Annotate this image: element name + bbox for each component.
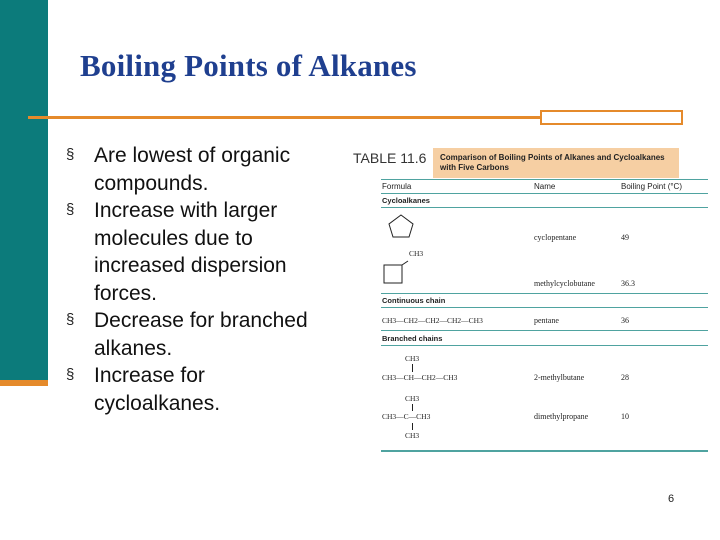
- section-branched-chains: Branched chains: [382, 334, 443, 343]
- methyl-branch-label: CH3: [405, 431, 420, 440]
- slide-title: Boiling Points of Alkanes: [80, 48, 417, 83]
- section-cycloalkanes: Cycloalkanes: [382, 196, 430, 205]
- bullet-text: Increase for cycloalkanes.: [94, 364, 221, 415]
- row-name: dimethylpropane: [534, 412, 589, 421]
- row-boiling-point: 10: [621, 412, 629, 421]
- bullet-item: [66, 307, 336, 362]
- cyclopentane-structure-icon: [386, 213, 416, 239]
- row-boiling-point: 36.3: [621, 279, 635, 288]
- bullet-text: Are lowest of organic compounds.: [94, 144, 291, 195]
- table-rule: [381, 330, 708, 331]
- left-accent-bar-orange: [0, 380, 48, 386]
- section-continuous-chain: Continuous chain: [382, 296, 446, 305]
- methyl-branch-label: CH3: [405, 354, 420, 363]
- bullet-marker-icon: §: [66, 366, 75, 383]
- bullet-item: [66, 142, 336, 197]
- left-accent-bar: [0, 0, 48, 380]
- methyl-group-label: CH3: [409, 249, 424, 258]
- table-rule: [381, 293, 708, 294]
- bullet-marker-icon: §: [66, 311, 75, 328]
- branch-bond: [412, 364, 413, 372]
- dimethylpropane-formula: CH3—C—CH3: [382, 412, 431, 421]
- table-rule: [381, 307, 708, 308]
- bullet-item: [66, 362, 336, 417]
- table-rule: [381, 207, 708, 208]
- boiling-point-table: [376, 145, 706, 455]
- bullet-marker-icon: §: [66, 201, 75, 218]
- methylbutane-formula: CH3—CH—CH2—CH3: [382, 373, 458, 382]
- table-bottom-rule: [381, 450, 708, 452]
- methyl-branch-label: CH3: [405, 394, 420, 403]
- bullet-item: [66, 197, 336, 307]
- row-boiling-point: 49: [621, 233, 629, 242]
- row-boiling-point: 28: [621, 373, 629, 382]
- header-boiling-point: Boiling Point (°C): [621, 182, 682, 191]
- table-label: TABLE 11.6: [353, 150, 427, 166]
- table-rule: [381, 193, 708, 194]
- row-name: 2-methylbutane: [534, 373, 585, 382]
- row-boiling-point: 36: [621, 316, 629, 325]
- table-rule: [381, 345, 708, 346]
- row-name: pentane: [534, 316, 559, 325]
- bullet-marker-icon: §: [66, 146, 75, 163]
- row-name: cyclopentane: [534, 233, 577, 242]
- branch-bond: [412, 423, 413, 430]
- pentane-formula: CH3—CH2—CH2—CH2—CH3: [382, 316, 483, 325]
- bullet-list: [66, 142, 336, 417]
- table-caption: Comparison of Boiling Points of Alkanes and Cycloalkanes with Five Carbons: [440, 153, 665, 172]
- bullet-text: Decrease for branched alkanes.: [94, 309, 308, 360]
- row-name: methylcyclobutane: [534, 279, 595, 288]
- table-rule: [381, 179, 708, 180]
- methylcyclobutane-structure-icon: [382, 257, 422, 289]
- title-underline-box: [540, 110, 683, 125]
- page-number: 6: [668, 493, 675, 505]
- branch-bond: [412, 404, 413, 411]
- bullet-text: Increase with larger molecules due to increased dispersion forces.: [94, 199, 287, 305]
- header-formula: Formula: [382, 182, 412, 191]
- header-name: Name: [534, 182, 556, 191]
